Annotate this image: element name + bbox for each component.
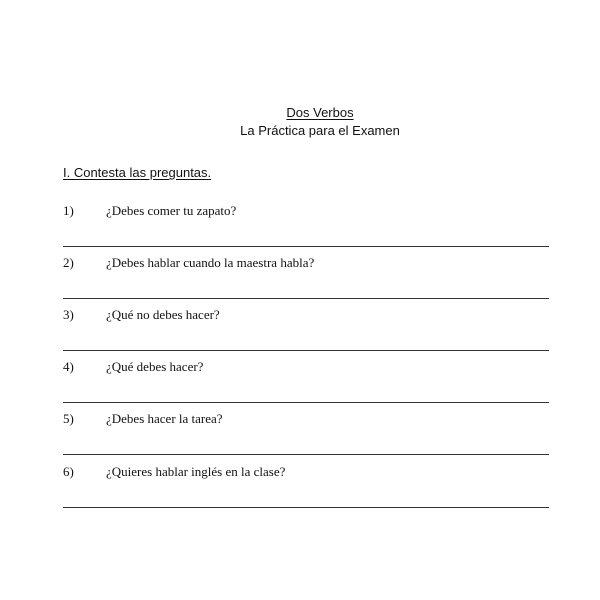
- question-number: 4): [63, 359, 74, 374]
- answer-line: [63, 402, 549, 403]
- question-text: ¿Quieres hablar inglés en la clase?: [106, 464, 286, 479]
- worksheet-header: [0, 104, 600, 140]
- question-text: ¿Debes hablar cuando la maestra habla?: [106, 255, 315, 270]
- question-item: [63, 359, 553, 409]
- answer-line: [63, 298, 549, 299]
- question-number: 5): [63, 411, 74, 426]
- question-number: 1): [63, 203, 74, 218]
- section-heading: I. Contesta las preguntas.: [63, 165, 212, 180]
- answer-line: [63, 454, 549, 455]
- question-item: [63, 464, 553, 514]
- answer-line: [63, 507, 549, 508]
- worksheet-title: Dos Verbos: [286, 105, 354, 120]
- question-text: ¿Debes comer tu zapato?: [106, 203, 237, 218]
- question-number: 6): [63, 464, 74, 479]
- answer-line: [63, 350, 549, 351]
- question-text: ¿Qué debes hacer?: [106, 359, 204, 374]
- question-item: [63, 307, 553, 357]
- worksheet-subtitle: La Práctica para el Examen: [240, 123, 400, 138]
- question-number: 2): [63, 255, 74, 270]
- question-text: ¿Qué no debes hacer?: [106, 307, 220, 322]
- question-item: [63, 203, 553, 253]
- answer-line: [63, 246, 549, 247]
- question-item: [63, 255, 553, 305]
- question-number: 3): [63, 307, 74, 322]
- question-text: ¿Debes hacer la tarea?: [106, 411, 223, 426]
- question-item: [63, 411, 553, 461]
